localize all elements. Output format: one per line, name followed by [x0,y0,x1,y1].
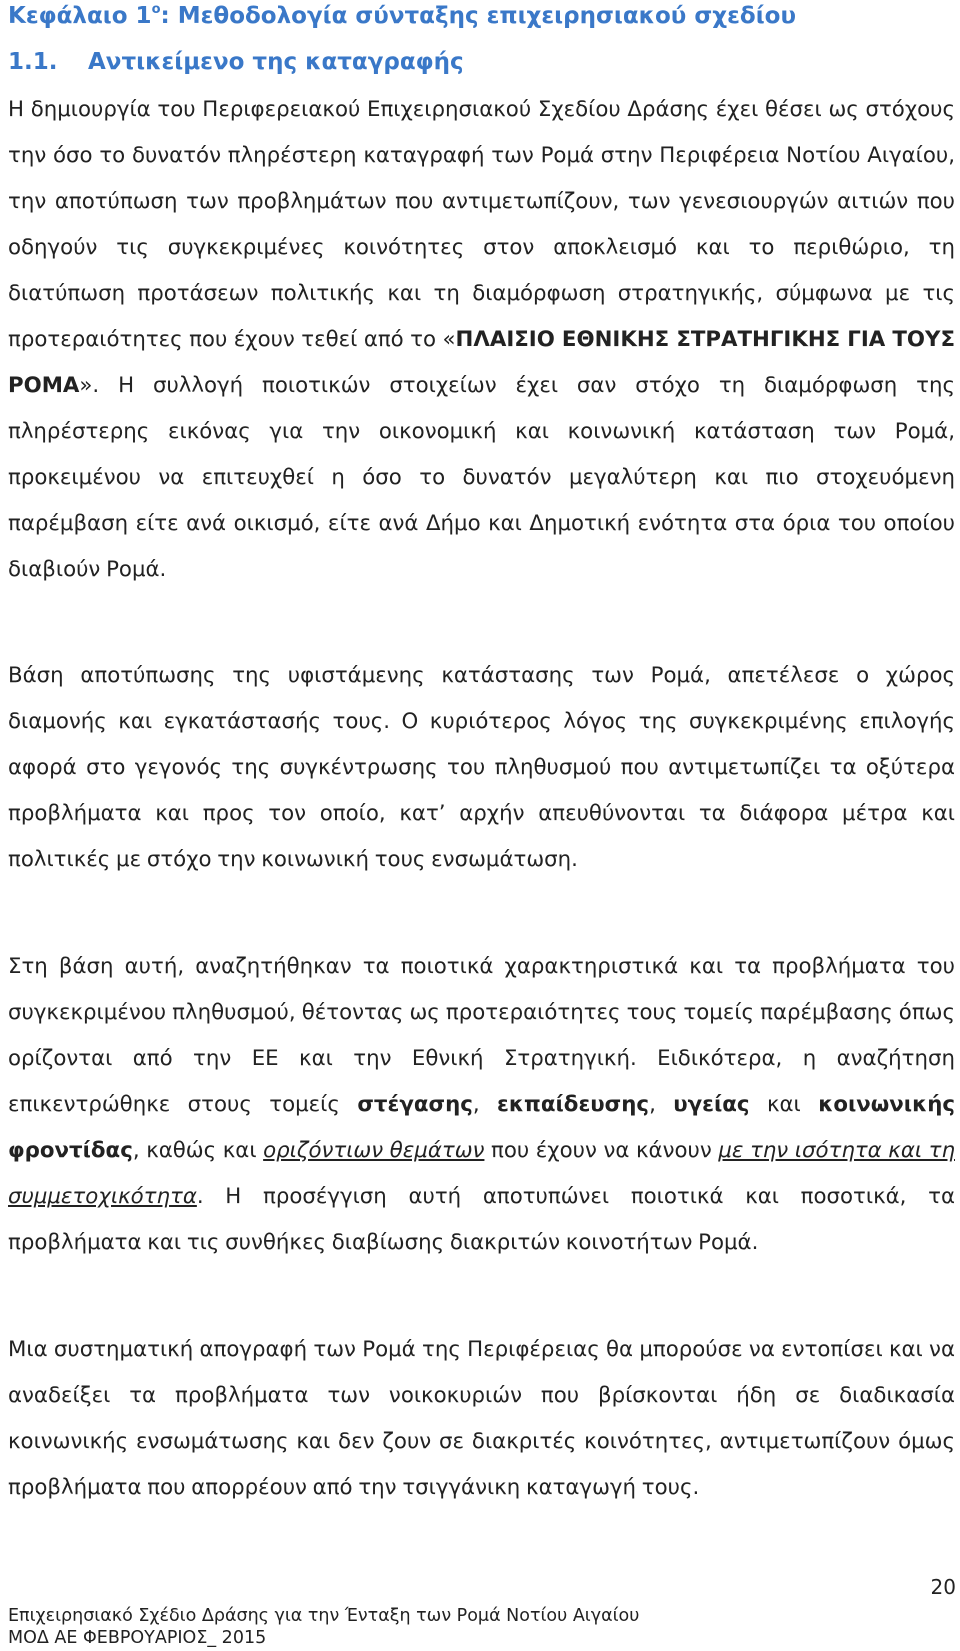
sectors-separator: που έχουν να κάνουν [484,1138,719,1163]
sector-social-care: κοινωνικής φροντίδας [8,1092,955,1163]
sector-education: εκπαίδευσης [497,1092,650,1117]
national-strategy-title: ΠΛΑΙΣΙΟ ΕΘΝΙΚΗΣ ΣΤΡΑΤΗΓΙΚΗΣ ΓΙΑ ΤΟΥΣ ΡΟΜΑ [8,327,955,398]
paragraph-basis-text: Βάση αποτύπωσης της υφιστάμενης κατάστασης των Ρομά, απετέλεσε ο χώρος διαμονής και εγκατάστασής τους. Ο κυριότερος λόγος της συγκεκριμένης επιλογής αφορά στο γεγονός της συγκέντρωσης του πληθυσμού που αντιμετωπίζει τα οξύτερα προβλήματα και προς τον οποίο, κατ’ αρχήν απευθύνονται τα διάφορα μέτρα και πολιτικές με στόχο την κοινωνική τους ενσωμάτωση. [8,663,955,872]
paragraph-census [8,1327,955,1511]
section-title-text: Αντικείμενο της καταγραφής [88,49,464,75]
paragraph-sectors-intro: Στη βάση αυτή, αναζητήθηκαν τα ποιοτικά χαρακτηριστικά και τα προβλήματα του συγκεκριμένου πληθυσμού, θέτοντας ως προτεραιότητες τους τομείς παρέμβασης όπως ορίζονται από την ΕΕ και την Εθνική Στρατηγική. Ειδικότερα, η αναζήτηση επικεντρώθηκε στους τομείς [8,954,955,1117]
paragraph-objectives-rest: ». Η συλλογή ποιοτικών στοιχείων έχει σαν στόχο τη διαμόρφωση της πληρέστερης εικόνας για την οικονομική και κοινωνική κατάσταση των Ρομά, προκειμένου να επιτευχθεί η όσο το δυνατόν μεγαλύτερη και πιο στοχευόμενη παρέμβαση είτε ανά οικισμό, είτε ανά Δήμο και Δημοτική ενότητα στα όρια του οποίου διαβιούν Ρομά. [8,373,955,582]
footer-publisher-date: ΜΟΔ ΑΕ ΦΕΒΡΟΥΑΡΙΟΣ_ 2015 [8,1628,267,1648]
paragraph-census-text: Μια συστηματική απογραφή των Ρομά της Περιφέρειας θα μπορούσε να εντοπίσει και να αναδείξει τα προβλήματα των νοικοκυριών που βρίσκονται ήδη σε διαδικασία κοινωνικής ενσωμάτωσης και δεν ζουν σε διακριτές κοινότητες, αντιμετωπίζουν όμως προβλήματα που απορρέουν από την τσιγγάνικη καταγωγή τους. [8,1337,955,1500]
section-number: 1.1. [8,49,58,75]
footer-document-title: Επιχειρησιακό Σχέδιο Δράσης για την Ένταξη των Ρομά Νοτίου Αιγαίου [8,1606,640,1626]
equality-participation-emphasis: με την ισότητα και τη συμμετοχικότητα [8,1138,955,1209]
paragraph-basis [8,653,955,883]
page-number: 20 [930,1575,956,1599]
paragraph-objectives-intro: Η δημιουργία του Περιφερειακού Επιχειρησιακού Σχεδίου Δράσης έχει θέσει ως στόχους την όσο το δυνατόν πληρέστερη καταγραφή των Ρομά στην Περιφέρεια Νοτίου Αιγαίου, την αποτύπωση των προβλημάτων που αντιμετωπίζουν, των γενεσιουργών αιτιών που οδηγούν τις συγκεκριμένες κοινότητες στον αποκλεισμό και το περιθώριο, τη διατύπωση προτάσεων πολιτικής και τη διαμόρφωση στρατηγικής, σύμφωνα με τις προτεραιότητες που έχουν τεθεί από το « [8,97,955,352]
chapter-title-superscript: ο [151,2,161,18]
paragraph-objectives [8,87,955,593]
sectors-separator: , [472,1092,498,1117]
sectors-separator: , [649,1092,674,1117]
sectors-separator: , καθώς και [132,1138,264,1163]
sector-housing: στέγασης [357,1092,473,1117]
section-title [8,46,464,78]
chapter-title-suffix: : Μεθοδολογία σύνταξης επιχειρησιακού σχεδίου [160,3,796,29]
chapter-title [8,0,796,32]
paragraph-sectors [8,944,955,1266]
paragraph-sectors-rest: . Η προσέγγιση αυτή αποτυπώνει ποιοτικά και ποσοτικά, τα προβλήματα και τις συνθήκες διαβίωσης διακριτών κοινοτήτων Ρομά. [8,1184,955,1255]
sectors-separator: και [749,1092,819,1117]
chapter-title-prefix: Κεφάλαιο 1 [8,3,152,29]
sector-health: υγείας [673,1092,750,1117]
horizontal-issues-emphasis: οριζόντιων θεμάτων [263,1138,485,1163]
